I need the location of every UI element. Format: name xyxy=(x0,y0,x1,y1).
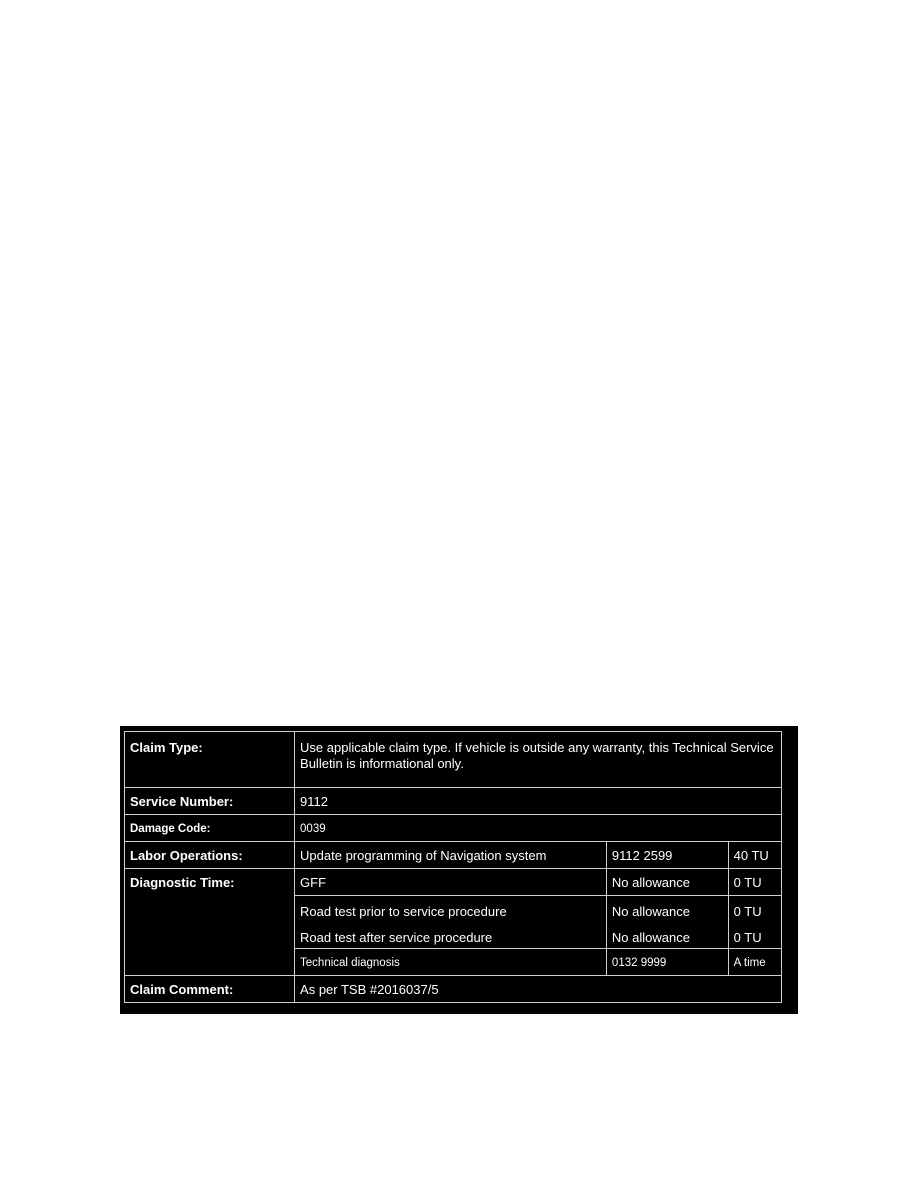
claim-info-panel xyxy=(120,726,798,1014)
labor-operations-row xyxy=(125,842,782,869)
diagnostic-amount: 0 TU xyxy=(728,924,781,949)
diagnostic-code: No allowance xyxy=(606,924,728,949)
claim-comment-label: Claim Comment: xyxy=(125,976,295,1003)
labor-operation-amount: 40 TU xyxy=(728,842,781,869)
diagnostic-amount: 0 TU xyxy=(728,869,781,896)
damage-code-label: Damage Code: xyxy=(125,815,295,842)
damage-code-value: 0039 xyxy=(295,815,782,842)
service-number-label: Service Number: xyxy=(125,788,295,815)
service-number-value: 9112 xyxy=(295,788,782,815)
diagnostic-code: No allowance xyxy=(606,896,728,925)
diagnostic-description: GFF xyxy=(295,869,607,896)
claim-type-label: Claim Type: xyxy=(125,732,295,788)
diagnostic-description: Road test after service procedure xyxy=(295,924,607,949)
labor-operations-label: Labor Operations: xyxy=(125,842,295,869)
claim-comment-value: As per TSB #2016037/5 xyxy=(295,976,782,1003)
diagnostic-description: Technical diagnosis xyxy=(295,949,607,976)
diagnostic-time-label: Diagnostic Time: xyxy=(125,869,295,976)
diagnostic-amount: A time xyxy=(728,949,781,976)
service-number-row xyxy=(125,788,782,815)
labor-operation-code: 9112 2599 xyxy=(606,842,728,869)
damage-code-row xyxy=(125,815,782,842)
claim-comment-row xyxy=(125,976,782,1003)
claim-info-table xyxy=(124,731,782,1003)
claim-type-row xyxy=(125,732,782,788)
diagnostic-row xyxy=(125,869,782,896)
diagnostic-amount: 0 TU xyxy=(728,896,781,925)
diagnostic-description: Road test prior to service procedure xyxy=(295,896,607,925)
claim-type-value: Use applicable claim type. If vehicle is outside any warranty, this Technical Service Bulletin is informational only. xyxy=(295,732,782,788)
diagnostic-code: 0132 9999 xyxy=(606,949,728,976)
diagnostic-code: No allowance xyxy=(606,869,728,896)
labor-operation-description: Update programming of Navigation system xyxy=(295,842,607,869)
